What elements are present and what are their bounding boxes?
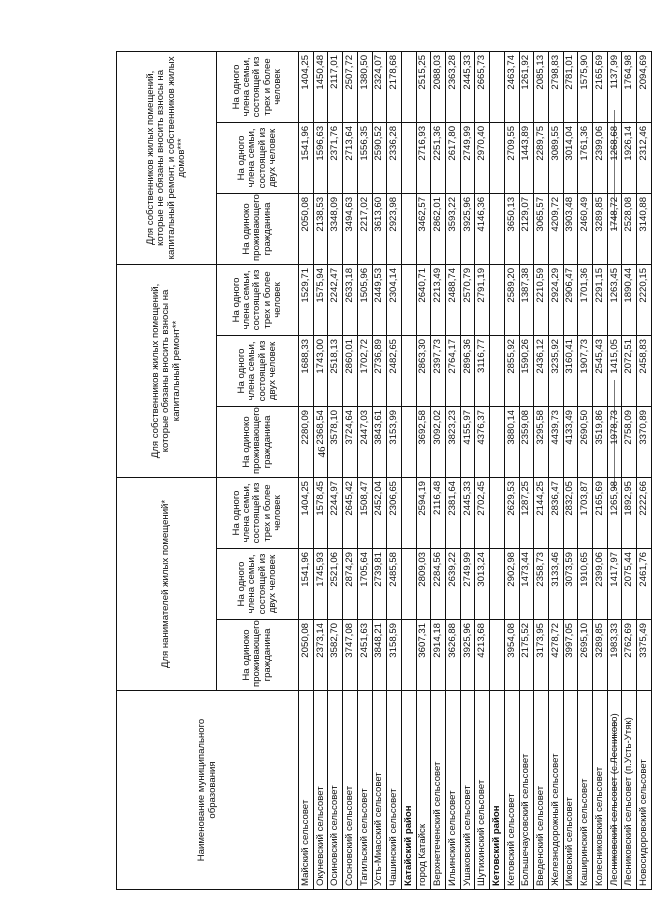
value-cell: 2716,93	[416, 122, 431, 193]
municipality-name: Лесниковский сельсовет (с.Лесниково)	[607, 691, 622, 890]
empty-cell	[401, 406, 416, 477]
empty-cell	[490, 406, 505, 477]
value-cell: 1508,47	[357, 477, 372, 548]
value-cell: 2702,45	[475, 477, 490, 548]
municipality-name: Большечаусовский сельсовет	[519, 691, 534, 890]
value-cell: 3235,92	[548, 335, 563, 406]
value-cell: 2381,64	[446, 477, 461, 548]
empty-cell	[490, 51, 505, 122]
header-row-groups	[117, 51, 217, 889]
empty-cell	[490, 193, 505, 264]
value-cell: 2874,29	[343, 549, 358, 620]
municipality-header: Наименование муниципального образования	[117, 691, 299, 890]
value-cell: 2640,71	[416, 264, 431, 335]
empty-cell	[401, 335, 416, 406]
value-cell: 1417,97	[607, 549, 622, 620]
value-cell: 2902,98	[504, 549, 519, 620]
page-number: 46	[316, 446, 328, 458]
value-cell: 2399,06	[593, 122, 608, 193]
group-header-owners-no-capital-repair: Для собственников жилых помещений, которые не обязаны вносить взносы на капитальный ремонт, и собственников жилых домов***	[117, 51, 217, 264]
value-cell: 2589,20	[504, 264, 519, 335]
value-cell: 1702,72	[357, 335, 372, 406]
value-cell: 4213,68	[475, 620, 490, 691]
value-cell: 2832,05	[563, 477, 578, 548]
value-cell: 2633,18	[343, 264, 358, 335]
value-cell: 2075,44	[622, 549, 637, 620]
section-title: Кетовский район	[490, 691, 505, 890]
value-cell: 2463,74	[504, 51, 519, 122]
value-cell: 2363,28	[446, 51, 461, 122]
value-cell: 4439,73	[548, 406, 563, 477]
value-cell: 1907,73	[578, 335, 593, 406]
value-cell: 2138,53	[313, 193, 328, 264]
empty-cell	[490, 477, 505, 548]
value-cell: 1541,96	[299, 549, 314, 620]
value-cell: 2836,47	[548, 477, 563, 548]
value-cell: 1764,98	[622, 51, 637, 122]
value-cell: 2284,56	[431, 549, 446, 620]
subheader: На одного члена семьи, состоящей из трех и более человек	[217, 264, 299, 335]
value-cell: 2445,33	[460, 477, 475, 548]
value-cell: 2570,79	[460, 264, 475, 335]
value-cell: 2758,09	[622, 406, 637, 477]
section-row	[401, 51, 416, 889]
table-row	[328, 51, 343, 889]
value-cell: 2116,48	[431, 477, 446, 548]
table-row	[534, 51, 549, 889]
table-row	[343, 51, 358, 889]
value-cell: 1926,14	[622, 122, 637, 193]
value-cell: 4133,49	[563, 406, 578, 477]
value-cell: 2482,65	[387, 335, 402, 406]
value-cell: 2617,80	[446, 122, 461, 193]
municipality-name: Усть-Миасский сельсовет	[372, 691, 387, 890]
value-cell: 2695,10	[578, 620, 593, 691]
subsistence-table-wrapper	[116, 52, 652, 890]
value-cell: 2451,63	[357, 620, 372, 691]
value-cell: 2291,15	[593, 264, 608, 335]
empty-cell	[401, 193, 416, 264]
value-cell: 3089,55	[548, 122, 563, 193]
value-cell: 3289,85	[593, 193, 608, 264]
table-row	[431, 51, 446, 889]
value-cell: 4209,72	[548, 193, 563, 264]
value-cell: 3092,02	[431, 406, 446, 477]
value-cell: 2736,89	[372, 335, 387, 406]
value-cell: 1443,89	[519, 122, 534, 193]
value-cell: 2222,66	[637, 477, 652, 548]
value-cell: 2312,46	[637, 122, 652, 193]
municipality-name: Сосновский сельсовет	[343, 691, 358, 890]
value-cell: 2210,59	[534, 264, 549, 335]
value-cell: 1596,63	[313, 122, 328, 193]
value-cell: 3158,59	[387, 620, 402, 691]
table-row	[416, 51, 431, 889]
value-cell: 1380,50	[357, 51, 372, 122]
table-row	[519, 51, 534, 889]
value-cell: 2594,19	[416, 477, 431, 548]
empty-cell	[401, 620, 416, 691]
value-cell: 2749,99	[460, 122, 475, 193]
value-cell: 2521,06	[328, 549, 343, 620]
value-cell: 1263,45	[607, 264, 622, 335]
value-cell: 3295,58	[534, 406, 549, 477]
value-cell: 2397,73	[431, 335, 446, 406]
value-cell: 1745,93	[313, 549, 328, 620]
municipality-name: Тагильский сельсовет	[357, 691, 372, 890]
value-cell: 3014,04	[563, 122, 578, 193]
value-cell: 1892,95	[622, 477, 637, 548]
value-cell: 1890,44	[622, 264, 637, 335]
value-cell: 1505,96	[357, 264, 372, 335]
value-cell: 1261,92	[519, 51, 534, 122]
value-cell: 3462,57	[416, 193, 431, 264]
value-cell: 3626,88	[446, 620, 461, 691]
value-cell: 2749,99	[460, 549, 475, 620]
value-cell: 2445,33	[460, 51, 475, 122]
empty-cell	[490, 335, 505, 406]
value-cell: 1703,87	[578, 477, 593, 548]
value-cell: 2914,18	[431, 620, 446, 691]
value-cell: 2528,08	[622, 193, 637, 264]
value-cell: 3692,58	[416, 406, 431, 477]
value-cell: 2485,58	[387, 549, 402, 620]
value-cell: 3843,61	[372, 406, 387, 477]
municipality-name: Чашинский сельсовет	[387, 691, 402, 890]
municipality-name: Иковский сельсовет	[563, 691, 578, 890]
value-cell: 3348,09	[328, 193, 343, 264]
value-cell: 2244,97	[328, 477, 343, 548]
municipality-name: Окуневский сельсовет	[313, 691, 328, 890]
value-cell: 2906,47	[563, 264, 578, 335]
value-cell: 2452,04	[372, 477, 387, 548]
value-cell: 3289,85	[593, 620, 608, 691]
municipality-name: Железнодорожный сельсовет	[548, 691, 563, 890]
value-cell: 3065,57	[534, 193, 549, 264]
value-cell: 2970,40	[475, 122, 490, 193]
municipality-name: Шутихинский сельсовет	[475, 691, 490, 890]
municipality-name: Колесниковский сельсовет	[593, 691, 608, 890]
value-cell: 2371,76	[328, 122, 343, 193]
municipality-name: Кетовский сельсовет	[504, 691, 519, 890]
value-cell: 2518,13	[328, 335, 343, 406]
table-row	[593, 51, 608, 889]
value-cell: 2072,51	[622, 335, 637, 406]
empty-cell	[401, 264, 416, 335]
group-header-owners-capital-repair: Для собственников жилых помещений, которые обязаны вносить взносы на капитальный ремонт**	[117, 264, 217, 477]
value-cell: 1529,71	[299, 264, 314, 335]
municipality-name: Лесниковский сельсовет (п.Усть-Утяк)	[622, 691, 637, 890]
value-cell: 2923,98	[387, 193, 402, 264]
table-row	[563, 51, 578, 889]
value-cell: 2306,65	[387, 477, 402, 548]
value-cell: 2739,81	[372, 549, 387, 620]
value-cell: 1743,00	[313, 335, 328, 406]
value-cell: 2129,07	[519, 193, 534, 264]
subheader: На одного члена семьи, состоящей из двух человек	[217, 122, 299, 193]
value-cell: 4155,97	[460, 406, 475, 477]
value-cell: 3173,95	[534, 620, 549, 691]
value-cell: 3116,77	[475, 335, 490, 406]
value-cell: 2458,83	[637, 335, 652, 406]
value-cell: 2251,36	[431, 122, 446, 193]
value-cell: 2855,92	[504, 335, 519, 406]
value-cell: 3593,22	[446, 193, 461, 264]
value-cell: 2639,22	[446, 549, 461, 620]
table-row	[637, 51, 652, 889]
value-cell: 2359,08	[519, 406, 534, 477]
value-cell: 2165,69	[593, 51, 608, 122]
value-cell: 2280,09	[299, 406, 314, 477]
value-cell: 3997,05	[563, 620, 578, 691]
table-body	[299, 51, 652, 889]
table-row	[475, 51, 490, 889]
value-cell: 3133,46	[548, 549, 563, 620]
value-cell: 2304,14	[387, 264, 402, 335]
section-title: Катайский район	[401, 691, 416, 890]
value-cell: 2175,52	[519, 620, 534, 691]
value-cell: 2924,29	[548, 264, 563, 335]
municipality-name: Верхнетеченский сельсовет	[431, 691, 446, 890]
value-cell: 1137,99	[607, 51, 622, 122]
value-cell: 2165,69	[593, 477, 608, 548]
value-cell: 1978,73	[607, 406, 622, 477]
municipality-name: Ушаковский сельсовет	[460, 691, 475, 890]
empty-cell	[401, 122, 416, 193]
municipality-name: Ильинский сельсовет	[446, 691, 461, 890]
value-cell: 1404,25	[299, 477, 314, 548]
value-cell: 2144,25	[534, 477, 549, 548]
value-cell: 2085,13	[534, 51, 549, 122]
value-cell: 2762,69	[622, 620, 637, 691]
value-cell: 1450,48	[313, 51, 328, 122]
value-cell: 2809,03	[416, 549, 431, 620]
value-cell: 2781,01	[563, 51, 578, 122]
value-cell: 1590,26	[519, 335, 534, 406]
value-cell: 2447,03	[357, 406, 372, 477]
value-cell: 2862,01	[431, 193, 446, 264]
value-cell: 3160,41	[563, 335, 578, 406]
value-cell: 3519,86	[593, 406, 608, 477]
value-cell: 1556,35	[357, 122, 372, 193]
value-cell: 2399,06	[593, 549, 608, 620]
value-cell: 1404,25	[299, 51, 314, 122]
value-cell: 2050,08	[299, 620, 314, 691]
value-cell: 2545,43	[593, 335, 608, 406]
value-cell: 1575,94	[313, 264, 328, 335]
value-cell: 3140,88	[637, 193, 652, 264]
value-cell: 3880,14	[504, 406, 519, 477]
empty-cell	[490, 549, 505, 620]
empty-cell	[401, 549, 416, 620]
municipality-name: Майский сельсовет	[299, 691, 314, 890]
value-cell: 3903,48	[563, 193, 578, 264]
value-cell: 2863,30	[416, 335, 431, 406]
subheader: На одиноко проживающего гражданина	[217, 620, 299, 691]
value-cell: 4278,72	[548, 620, 563, 691]
value-cell: 2709,55	[504, 122, 519, 193]
value-cell: 2665,73	[475, 51, 490, 122]
value-cell: 3013,24	[475, 549, 490, 620]
subheader: На одного члена семьи, состоящей из двух человек	[217, 549, 299, 620]
table-row	[446, 51, 461, 889]
value-cell: 2088,03	[431, 51, 446, 122]
municipality-name: Осиновский сельсовет	[328, 691, 343, 890]
table-row	[313, 51, 328, 889]
table-row	[578, 51, 593, 889]
value-cell: 3073,59	[563, 549, 578, 620]
municipality-name: город Катайск	[416, 691, 431, 890]
value-cell: 2860,01	[343, 335, 358, 406]
value-cell: 3925,96	[460, 620, 475, 691]
value-cell: 2460,49	[578, 193, 593, 264]
value-cell: 2242,47	[328, 264, 343, 335]
value-cell: 3494,63	[343, 193, 358, 264]
value-cell: 1473,44	[519, 549, 534, 620]
table-row	[299, 51, 314, 889]
value-cell: 2368,54	[313, 406, 328, 477]
value-cell: 2373,14	[313, 620, 328, 691]
value-cell: 2764,17	[446, 335, 461, 406]
value-cell: 4146,36	[475, 193, 490, 264]
value-cell: 3153,99	[387, 406, 402, 477]
value-cell: 2713,64	[343, 122, 358, 193]
value-cell: 1287,25	[519, 477, 534, 548]
value-cell: 3578,10	[328, 406, 343, 477]
value-cell: 3582,70	[328, 620, 343, 691]
value-cell: 2324,07	[372, 51, 387, 122]
empty-cell	[401, 51, 416, 122]
table-row	[357, 51, 372, 889]
value-cell: 2217,02	[357, 193, 372, 264]
value-cell: 1705,64	[357, 549, 372, 620]
value-cell: 1761,36	[578, 122, 593, 193]
table-row	[460, 51, 475, 889]
value-cell: 1415,05	[607, 335, 622, 406]
value-cell: 2050,08	[299, 193, 314, 264]
table-row	[504, 51, 519, 889]
value-cell: 2094,69	[637, 51, 652, 122]
subsistence-table	[116, 51, 652, 890]
table-row	[548, 51, 563, 889]
table-row	[372, 51, 387, 889]
table-row	[622, 51, 637, 889]
value-cell: 2461,76	[637, 549, 652, 620]
subheader: На одиноко проживающего гражданина	[217, 193, 299, 264]
table-row	[387, 51, 402, 889]
value-cell: 2798,83	[548, 51, 563, 122]
value-cell: 2220,15	[637, 264, 652, 335]
value-cell: 3925,96	[460, 193, 475, 264]
section-row	[490, 51, 505, 889]
value-cell: 2507,72	[343, 51, 358, 122]
empty-cell	[490, 264, 505, 335]
value-cell: 2336,28	[387, 122, 402, 193]
value-cell: 3613,60	[372, 193, 387, 264]
value-cell: 4376,37	[475, 406, 490, 477]
value-cell: 1748,72	[607, 193, 622, 264]
value-cell: 2488,74	[446, 264, 461, 335]
value-cell: 1268,68	[607, 122, 622, 193]
subheader: На одного члена семьи, состоящей из двух человек	[217, 335, 299, 406]
value-cell: 2515,25	[416, 51, 431, 122]
value-cell: 2590,52	[372, 122, 387, 193]
value-cell: 1265,98	[607, 477, 622, 548]
value-cell: 3370,89	[637, 406, 652, 477]
value-cell: 1983,33	[607, 620, 622, 691]
value-cell: 2791,19	[475, 264, 490, 335]
value-cell: 3848,21	[372, 620, 387, 691]
empty-cell	[490, 122, 505, 193]
value-cell: 1688,33	[299, 335, 314, 406]
municipality-name: Введенский сельсовет	[534, 691, 549, 890]
empty-cell	[490, 620, 505, 691]
value-cell: 2289,75	[534, 122, 549, 193]
value-cell: 1541,96	[299, 122, 314, 193]
value-cell: 2358,73	[534, 549, 549, 620]
value-cell: 2213,49	[431, 264, 446, 335]
municipality-name: Новосидоровский сельсовет	[637, 691, 652, 890]
value-cell: 2449,53	[372, 264, 387, 335]
value-cell: 1910,65	[578, 549, 593, 620]
value-cell: 2436,12	[534, 335, 549, 406]
value-cell: 3954,08	[504, 620, 519, 691]
value-cell: 1387,38	[519, 264, 534, 335]
value-cell: 2629,53	[504, 477, 519, 548]
value-cell: 3747,08	[343, 620, 358, 691]
subheader: На одного члена семьи, состоящей из трех и более человек	[217, 51, 299, 122]
empty-cell	[401, 477, 416, 548]
subheader: На одного члена семьи, состоящей из трех и более человек	[217, 477, 299, 548]
value-cell: 3724,64	[343, 406, 358, 477]
value-cell: 3823,23	[446, 406, 461, 477]
value-cell: 1578,45	[313, 477, 328, 548]
value-cell: 2117,01	[328, 51, 343, 122]
value-cell: 1701,36	[578, 264, 593, 335]
subheader: На одиноко проживающего гражданина	[217, 406, 299, 477]
value-cell: 2896,36	[460, 335, 475, 406]
municipality-name: Каширинский сельсовет	[578, 691, 593, 890]
value-cell: 3607,31	[416, 620, 431, 691]
value-cell: 2178,68	[387, 51, 402, 122]
value-cell: 3375,49	[637, 620, 652, 691]
value-cell: 2690,50	[578, 406, 593, 477]
value-cell: 3650,13	[504, 193, 519, 264]
value-cell: 2645,42	[343, 477, 358, 548]
value-cell: 1575,90	[578, 51, 593, 122]
table-row	[607, 51, 622, 889]
group-header-tenants: Для нанимателей жилых помещений*	[117, 477, 217, 690]
